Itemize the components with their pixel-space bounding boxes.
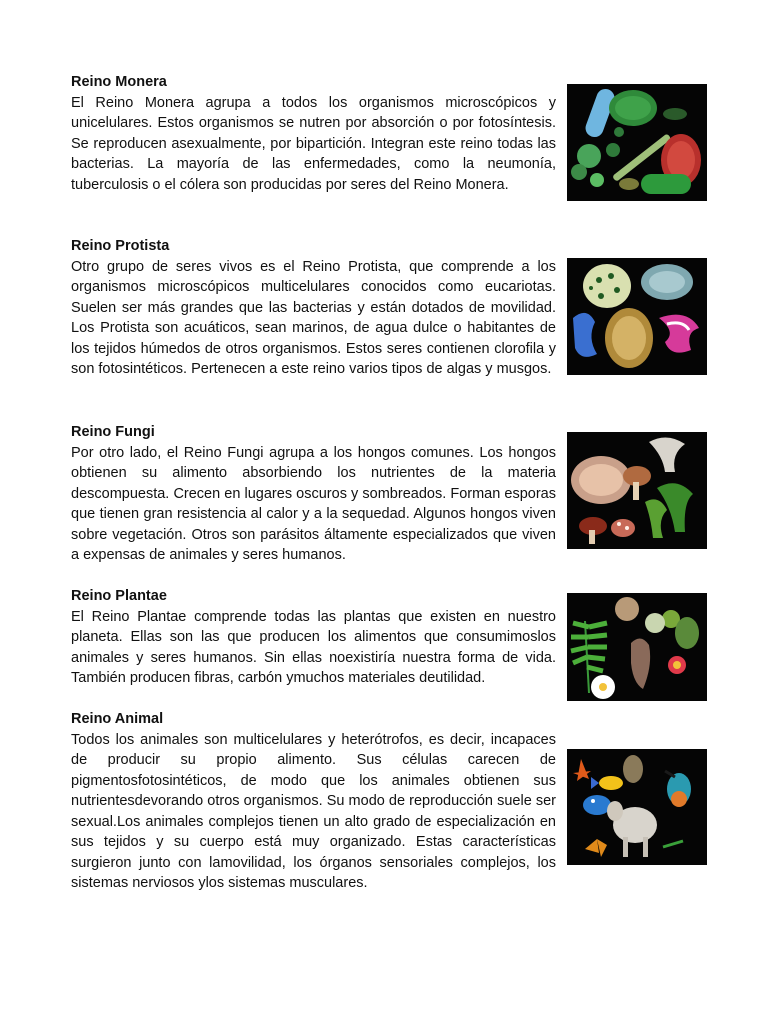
bacteria-collage-image bbox=[567, 84, 707, 201]
protist-collage-icon bbox=[567, 258, 707, 375]
section-body: El Reino Monera agrupa a todos los organismos microscópicos y unicelulares. Estos organismos se nutren por absorción o por fotosíntesis. Se reproducen asexualmente, por bipartición. Integran este reino todas las bacterias. La mayoría de las enfermedades, como la neumonía, tuberculosis o el cólera son producidas por seres del Reino Monera. bbox=[71, 94, 556, 193]
bacteria-collage-icon bbox=[567, 84, 707, 201]
daisy-icon bbox=[591, 675, 615, 699]
plant-collage-icon bbox=[567, 593, 707, 701]
section-protista bbox=[71, 236, 556, 380]
section-monera bbox=[71, 72, 556, 195]
section-title: Reino Fungi bbox=[71, 424, 155, 440]
animal-collage-image bbox=[567, 749, 707, 865]
fungi-collage-image bbox=[567, 432, 707, 549]
section-fungi bbox=[71, 422, 556, 566]
plant-collage-image bbox=[567, 593, 707, 701]
section-body: Otro grupo de seres vivos es el Reino Protista, que comprende a los organismos microscópicos multicelulares conocidos como eucariotas. Suelen ser más grandes que las bacterias y están dotados de movilidad. Los Protista son acuáticos, sean marinos, de agua dulce o habitantes de los tejidos húmedos de otros organismos. Estos seres contienen clorofila y son fotosintéticos. Pertenecen a este reino varios tipos de algas y musgos. bbox=[71, 258, 556, 377]
section-body: Por otro lado, el Reino Fungi agrupa a los hongos comunes. Los hongos obtienen su alimento absorbiendo los nutrientes de la materia descompuesta. Crecen en lugares oscuros y sombreados. Forman esporas que tienen gran resistencia al calor y a la sequedad. Algunos hongos viven sobre vegetación. Otros son parásitos áltamente especializados que viven a expensas de animales y seres humanos. bbox=[71, 444, 556, 563]
section-plantae bbox=[71, 586, 556, 689]
section-title: Reino Animal bbox=[71, 711, 164, 727]
protist-collage-image bbox=[567, 258, 707, 375]
animal-collage-icon bbox=[567, 749, 707, 865]
section-animal bbox=[71, 709, 556, 894]
section-body: Todos los animales son multicelulares y heterótrofos, es decir, incapaces de producir su propio alimento. Sus células carecen de pigmentosfotosintéticos, de modo que los animales obtienen sus nutrientesdevorando otros organismos. Su modo de reproducción suele ser sexual.Los animales complejos tienen un alto grado de especialización en sus tejidos y su cuerpo está muy organizado. Estas características surgieron junto con lamovilidad, los órganos sensoriales complejos, los sistemas nerviosos ylos sistemas musculares. bbox=[71, 731, 556, 891]
section-body: El Reino Plantae comprende todas las plantas que existen en nuestro planeta. Ellas son las que producen los alimentos que consumimoslos animales y seres humanos. Sin ellas noexistiría nuestra forma de vida. También producen fibras, carbón ymuchos materiales deutilidad. bbox=[71, 608, 556, 686]
fungi-collage-icon bbox=[567, 432, 707, 549]
section-title: Reino Plantae bbox=[71, 588, 167, 604]
section-title: Reino Protista bbox=[71, 238, 170, 254]
section-title: Reino Monera bbox=[71, 74, 167, 90]
